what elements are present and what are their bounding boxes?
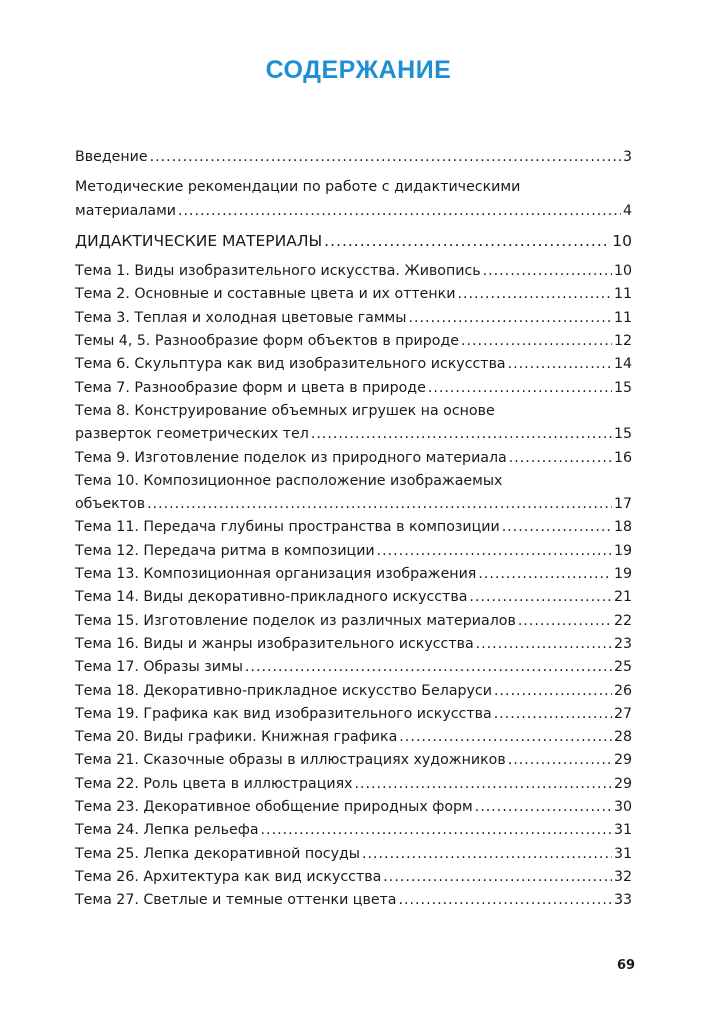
toc-entry-title: Тема 12. Передача ритма в композиции bbox=[75, 542, 375, 559]
dot-leader bbox=[469, 586, 612, 609]
toc-entry[interactable] bbox=[75, 146, 632, 169]
dot-leader bbox=[428, 377, 612, 400]
spacer bbox=[75, 223, 632, 230]
toc-entry[interactable] bbox=[75, 796, 632, 819]
toc-page-number: 19 bbox=[613, 542, 632, 559]
toc-entry-title: Тема 2. Основные и составные цвета и их оттенки bbox=[75, 286, 456, 303]
toc-page-number: 15 bbox=[613, 426, 632, 443]
toc-entry[interactable] bbox=[75, 176, 632, 223]
toc-entry-title: Тема 25. Лепка декоративной посуды bbox=[75, 845, 361, 862]
toc-entry[interactable] bbox=[75, 400, 632, 447]
dot-leader bbox=[494, 680, 612, 703]
toc-entry-line bbox=[75, 540, 632, 563]
dot-leader bbox=[457, 283, 611, 306]
toc-page-number: 11 bbox=[613, 286, 632, 303]
toc-entry[interactable] bbox=[75, 563, 632, 586]
toc-entry-title: Тема 21. Сказочные образы в иллюстрациях художников bbox=[75, 752, 506, 769]
toc-entry-line bbox=[75, 330, 632, 353]
toc-entry-title: Тема 17. Образы зимы bbox=[75, 659, 243, 676]
toc-entry-line bbox=[75, 470, 632, 493]
toc-page-number: 30 bbox=[613, 799, 632, 816]
dot-leader bbox=[508, 353, 612, 376]
dot-leader bbox=[483, 260, 612, 283]
toc-entry-line bbox=[75, 283, 632, 306]
toc-entry-line bbox=[75, 796, 632, 819]
toc-entry-title: разверток геометрических тел bbox=[75, 426, 309, 443]
toc-page-number: 18 bbox=[613, 519, 632, 536]
toc-entry-line bbox=[75, 680, 632, 703]
toc-entry-line bbox=[75, 633, 632, 656]
dot-leader bbox=[245, 656, 612, 679]
toc-page-number: 29 bbox=[613, 752, 632, 769]
toc-entry-line bbox=[75, 230, 632, 253]
dot-leader bbox=[399, 726, 612, 749]
toc-entry[interactable] bbox=[75, 610, 632, 633]
page-title: СОДЕРЖАНИЕ bbox=[265, 56, 452, 84]
toc-page-number: 10 bbox=[613, 263, 632, 280]
toc-page-number: 28 bbox=[613, 729, 632, 746]
toc-page-number: 33 bbox=[613, 892, 632, 909]
toc-page-number: 11 bbox=[613, 309, 632, 326]
dot-leader bbox=[147, 493, 612, 516]
toc-entry[interactable] bbox=[75, 889, 632, 912]
toc-entry-title: ДИДАКТИЧЕСКИЕ МАТЕРИАЛЫ bbox=[75, 231, 323, 250]
toc-entry[interactable] bbox=[75, 516, 632, 539]
toc-entry-line bbox=[75, 889, 632, 912]
toc-page-number: 10 bbox=[612, 231, 632, 250]
spacer bbox=[75, 169, 632, 176]
page-number: 69 bbox=[617, 958, 636, 973]
toc-entry[interactable] bbox=[75, 377, 632, 400]
table-of-contents bbox=[75, 146, 632, 913]
toc-page-number: 14 bbox=[613, 356, 632, 373]
toc-entry-title: Тема 10. Композиционное расположение изображаемых bbox=[75, 472, 503, 489]
toc-entry[interactable] bbox=[75, 447, 632, 470]
toc-entry-title: Тема 20. Виды графики. Книжная графика bbox=[75, 729, 398, 746]
dot-leader bbox=[324, 230, 610, 253]
toc-entry[interactable] bbox=[75, 749, 632, 772]
toc-entry-title: Тема 27. Светлые и темные оттенки цвета bbox=[75, 892, 397, 909]
toc-entry-title: Тема 16. Виды и жанры изобразительного искусства bbox=[75, 635, 474, 652]
dot-leader bbox=[399, 889, 612, 912]
dot-leader bbox=[355, 773, 612, 796]
toc-entry-line bbox=[75, 516, 632, 539]
toc-page-number: 25 bbox=[613, 659, 632, 676]
toc-page-number: 17 bbox=[613, 496, 632, 513]
toc-entry-title: Тема 26. Архитектура как вид искусства bbox=[75, 868, 382, 885]
toc-entry-title: Тема 1. Виды изобразительного искусства. Живопись bbox=[75, 263, 481, 280]
dot-leader bbox=[377, 540, 612, 563]
toc-entry-title: Тема 7. Разнообразие форм и цвета в природе bbox=[75, 379, 426, 396]
dot-leader bbox=[509, 447, 612, 470]
toc-entry-title: Тема 23. Декоративное обобщение природных форм bbox=[75, 799, 473, 816]
spacer bbox=[75, 253, 632, 260]
toc-entry[interactable] bbox=[75, 633, 632, 656]
toc-page-number: 15 bbox=[613, 379, 632, 396]
toc-entry-line bbox=[75, 703, 632, 726]
toc-entry-line bbox=[75, 726, 632, 749]
toc-entry-title: Тема 22. Роль цвета в иллюстрациях bbox=[75, 775, 353, 792]
toc-page-number: 27 bbox=[613, 705, 632, 722]
toc-page-number: 12 bbox=[613, 333, 632, 350]
toc-page-number: 31 bbox=[613, 822, 632, 839]
toc-entry-line bbox=[75, 819, 632, 842]
toc-entry-title: Методические рекомендации по работе с дидактическими bbox=[75, 179, 521, 196]
toc-entry[interactable] bbox=[75, 540, 632, 563]
toc-page-number: 29 bbox=[613, 775, 632, 792]
toc-entry-line bbox=[75, 843, 632, 866]
toc-entry[interactable] bbox=[75, 470, 632, 517]
toc-entry-title: Тема 9. Изготовление поделок из природного материала bbox=[75, 449, 507, 466]
toc-entry-line bbox=[75, 586, 632, 609]
toc-page-number: 19 bbox=[613, 566, 632, 583]
toc-entry-line bbox=[75, 200, 632, 223]
toc-entry[interactable] bbox=[75, 283, 632, 306]
toc-entry-line bbox=[75, 656, 632, 679]
toc-page-number: 32 bbox=[613, 868, 632, 885]
toc-entry-line bbox=[75, 749, 632, 772]
toc-entry[interactable] bbox=[75, 353, 632, 376]
toc-entry-line bbox=[75, 307, 632, 330]
toc-page-number: 4 bbox=[622, 202, 632, 219]
toc-page-number: 22 bbox=[613, 612, 632, 629]
toc-page-number: 21 bbox=[613, 589, 632, 606]
dot-leader bbox=[383, 866, 612, 889]
toc-entry[interactable] bbox=[75, 260, 632, 283]
toc-entry-title: Тема 8. Конструирование объемных игрушек на основе bbox=[75, 402, 495, 419]
toc-entry-line bbox=[75, 866, 632, 889]
toc-entry[interactable] bbox=[75, 330, 632, 353]
toc-page-number: 23 bbox=[613, 635, 632, 652]
dot-leader bbox=[476, 633, 612, 656]
toc-entry-line bbox=[75, 563, 632, 586]
dot-leader bbox=[362, 843, 612, 866]
toc-page-number: 16 bbox=[613, 449, 632, 466]
toc-entry-line bbox=[75, 377, 632, 400]
toc-entry-title: Тема 13. Композиционная организация изображения bbox=[75, 566, 477, 583]
toc-entry-title: Тема 19. Графика как вид изобразительного искусства bbox=[75, 705, 492, 722]
dot-leader bbox=[150, 146, 621, 169]
toc-entry-title: Тема 18. Декоративно-прикладное искусство Беларуси bbox=[75, 682, 492, 699]
dot-leader bbox=[494, 703, 612, 726]
toc-page-number: 3 bbox=[622, 149, 632, 165]
toc-entry-title: Введение bbox=[75, 149, 148, 165]
toc-entry[interactable] bbox=[75, 703, 632, 726]
toc-entry-title: объектов bbox=[75, 496, 146, 513]
dot-leader bbox=[261, 819, 612, 842]
dot-leader bbox=[311, 423, 612, 446]
dot-leader bbox=[475, 796, 612, 819]
toc-entry[interactable] bbox=[75, 773, 632, 796]
toc-entry-title: Тема 11. Передача глубины пространства в композиции bbox=[75, 519, 500, 536]
dot-leader bbox=[178, 200, 621, 223]
dot-leader bbox=[518, 610, 612, 633]
toc-entry-line bbox=[75, 146, 632, 169]
toc-entry[interactable] bbox=[75, 586, 632, 609]
dot-leader bbox=[408, 307, 611, 330]
toc-entry[interactable] bbox=[75, 726, 632, 749]
toc-entry[interactable] bbox=[75, 843, 632, 866]
toc-page-number: 26 bbox=[613, 682, 632, 699]
toc-entry-line bbox=[75, 493, 632, 516]
dot-leader bbox=[502, 516, 612, 539]
toc-entry-line bbox=[75, 260, 632, 283]
toc-entry-line bbox=[75, 423, 632, 446]
toc-entry-title: Тема 3. Теплая и холодная цветовые гаммы bbox=[75, 309, 407, 326]
toc-entry-line bbox=[75, 400, 632, 423]
dot-leader bbox=[478, 563, 612, 586]
toc-entry[interactable] bbox=[75, 307, 632, 330]
toc-entry-title: Темы 4, 5. Разнообразие форм объектов в природе bbox=[75, 333, 459, 350]
toc-entry[interactable] bbox=[75, 656, 632, 679]
dot-leader bbox=[508, 749, 612, 772]
toc-entry-title: материалами bbox=[75, 202, 176, 219]
dot-leader bbox=[461, 330, 612, 353]
toc-entry-title: Тема 24. Лепка рельефа bbox=[75, 822, 259, 839]
toc-entry-line bbox=[75, 447, 632, 470]
toc-entry[interactable] bbox=[75, 230, 632, 253]
toc-entry[interactable] bbox=[75, 866, 632, 889]
toc-entry-title: Тема 15. Изготовление поделок из различных материалов bbox=[75, 612, 516, 629]
toc-page-number: 31 bbox=[613, 845, 632, 862]
toc-entry-line bbox=[75, 610, 632, 633]
toc-entry[interactable] bbox=[75, 819, 632, 842]
toc-entry-line bbox=[75, 176, 632, 199]
toc-entry-title: Тема 6. Скульптура как вид изобразительного искусства bbox=[75, 356, 506, 373]
toc-entry[interactable] bbox=[75, 680, 632, 703]
toc-entry-title: Тема 14. Виды декоративно-прикладного искусства bbox=[75, 589, 468, 606]
toc-entry-line bbox=[75, 773, 632, 796]
toc-entry-line bbox=[75, 353, 632, 376]
